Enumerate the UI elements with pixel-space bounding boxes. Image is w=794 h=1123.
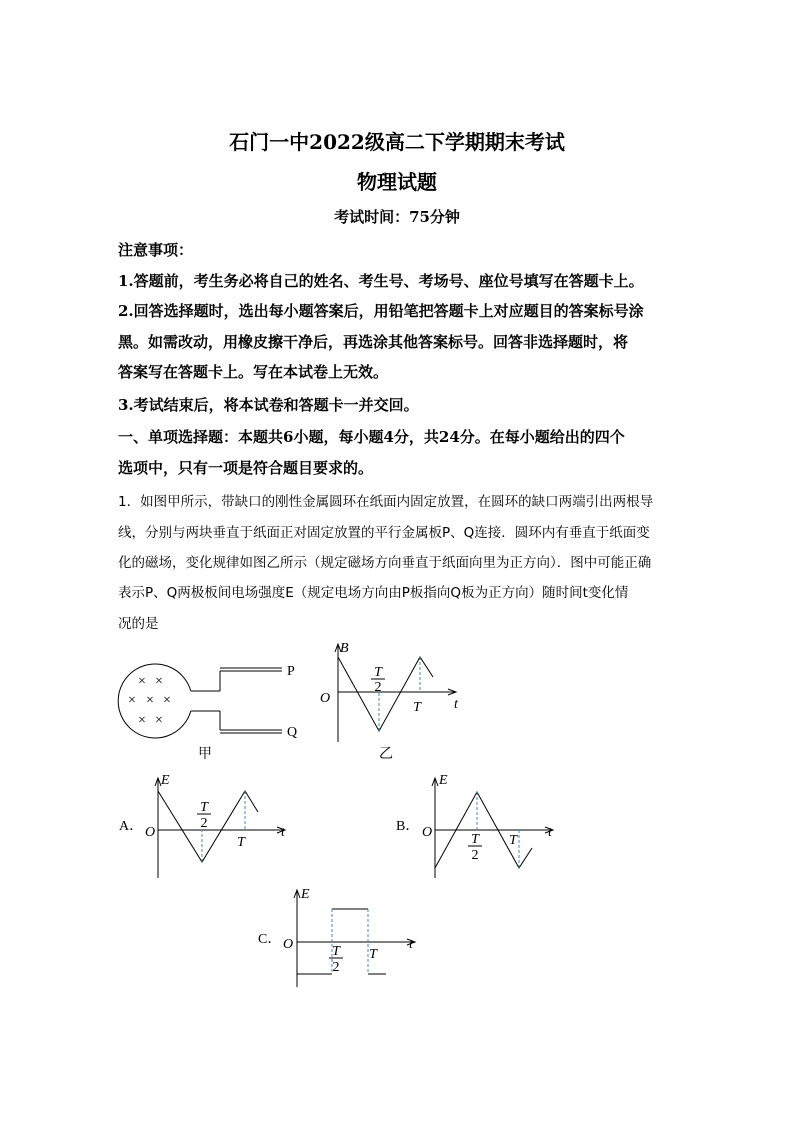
half-period-numerator: T [200,800,208,815]
b-waveform [338,657,433,731]
section-heading-line-1: 一、单项选择题：本题共6小题，每小题4分，共24分。在每小题给出的四个 [118,428,625,446]
field-mark: × [155,674,163,689]
exam-subject: 物理试题 [357,170,437,194]
field-mark: × [163,693,171,708]
plate-q-label: Q [287,725,298,740]
notice-line-2: 2.回答选择题时，选出每小题答案后，用铅笔把答题卡上对应题目的答案标号涂 [118,302,644,320]
question-1-line-4: 表示P、Q两极板间电场强度E（规定电场方向由P板指向Q板为正方向）随时间t变化情 [118,585,629,601]
notice-heading: 注意事项： [118,241,194,259]
field-mark: × [138,674,146,689]
half-period-numerator: T [332,944,340,959]
question-1-line-5: 况的是 [118,616,159,632]
figure-jia-caption: 甲 [198,747,212,762]
field-mark: × [138,713,146,728]
x-axis-label: t [409,937,413,952]
option-b-label: B． [396,819,420,834]
half-period-denominator: 2 [200,816,208,831]
field-mark: × [128,693,136,708]
half-period-numerator: T [471,832,479,847]
x-axis-label: t [281,825,285,840]
period-label: T [413,700,421,715]
y-axis-label: E [439,773,448,788]
period-label: T [237,835,245,850]
period-label: T [369,947,377,962]
option-c-label: C． [258,932,282,947]
question-1-line-3: 化的磁场，变化规律如图乙所示（规定磁场方向垂直于纸面向里为正方向）．图中可能正确 [118,555,652,571]
plate-p-label: P [287,664,295,679]
figure-jia [115,650,305,765]
field-mark: × [155,713,163,728]
origin-label: O [145,825,156,840]
half-period-denominator: 2 [374,680,382,695]
notice-line-5: 3.考试结束后，将本试卷和答题卡一并交回。 [118,396,419,414]
exam-time: 考试时间：75分钟 [334,208,460,226]
field-mark: × [146,693,154,708]
y-axis-label: E [301,887,310,902]
y-axis-label: E [161,773,170,788]
section-heading-line-2: 选项中，只有一项是符合题目要求的。 [118,459,374,477]
half-period-denominator: 2 [471,848,479,863]
notice-line-4: 答案写在答题卡上。写在本试卷上无效。 [118,363,389,381]
exam-title: 石门一中2022级高二下学期期末考试 [229,130,565,154]
origin-label: O [283,937,294,952]
origin-label: O [320,691,331,706]
period-label: T [509,833,517,848]
x-axis-label: t [454,697,458,712]
option-a-label: A． [119,819,144,834]
origin-label: O [422,825,433,840]
option-a [115,768,295,880]
notice-line-3: 黑。如需改动，用橡皮擦干净后，再选涂其他答案标号。回答非选择题时，将 [118,333,629,351]
notice-line-1: 1.答题前，考生务必将自己的姓名、考生号、考场号、座位号填写在答题卡上。 [118,272,644,290]
y-axis-label: B [340,641,349,656]
x-axis-label: t [548,825,552,840]
question-1-line-2: 线，分别与两块垂直于纸面正对固定放置的平行金属板P、Q连接．圆环内有垂直于纸面变 [118,525,650,541]
option-c [255,884,425,989]
figure-yi [318,636,468,764]
option-b [393,768,573,880]
half-period-numerator: T [374,665,382,680]
figure-yi-caption: 乙 [379,747,393,762]
question-1-line-1: 1．如图甲所示，带缺口的刚性金属圆环在纸面内固定放置，在圆环的缺口两端引出两根导 [118,494,654,510]
half-period-denominator: 2 [332,960,340,975]
e-waveform [158,791,258,862]
